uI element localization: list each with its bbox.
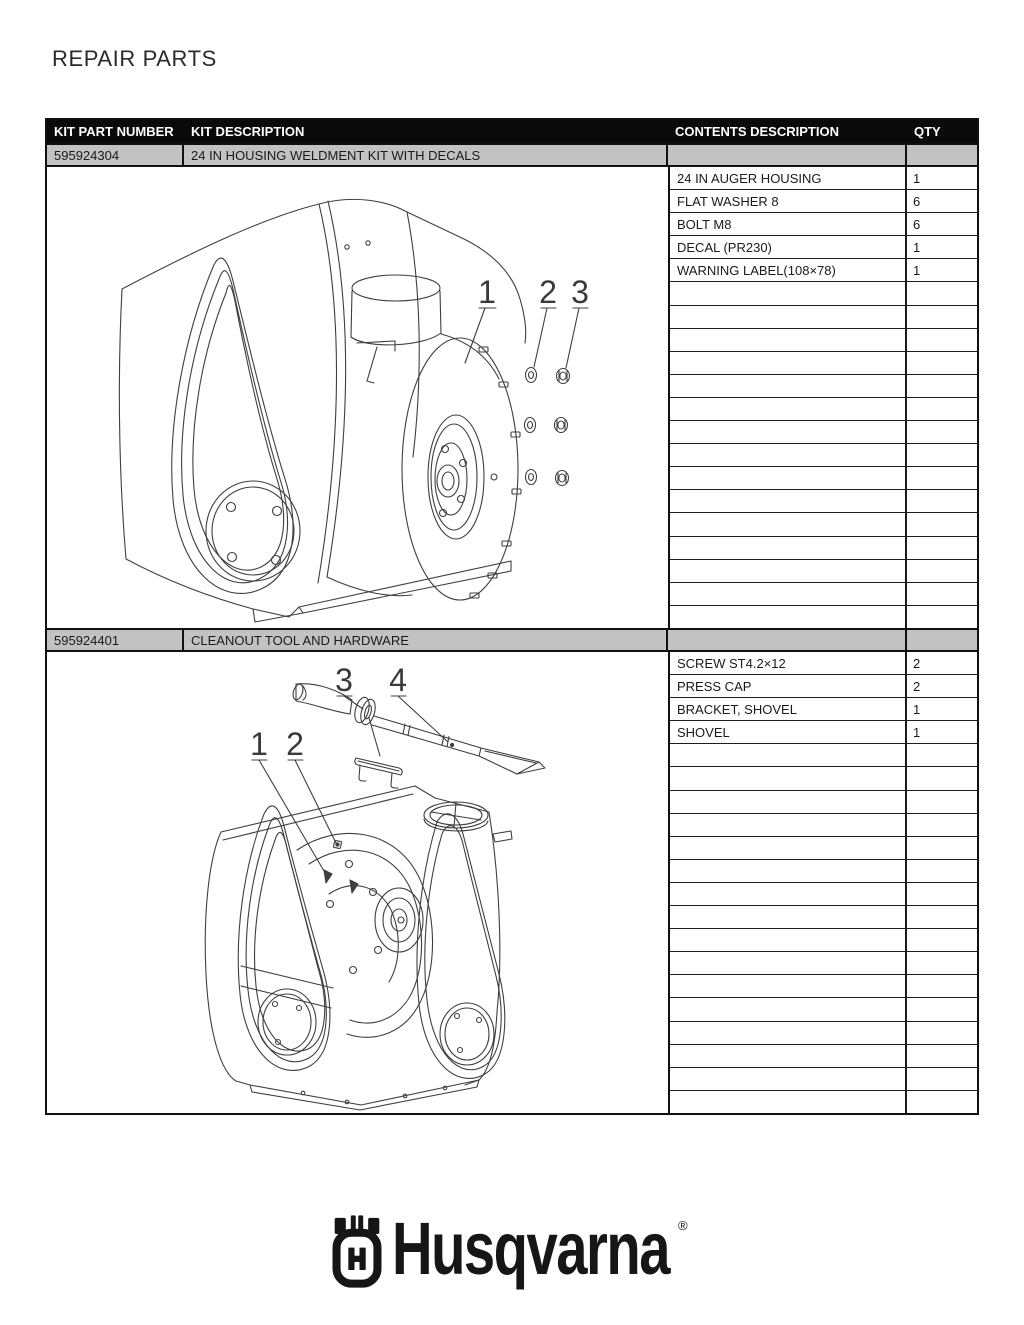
kit-qty-spacer-cell [907, 145, 977, 165]
contents-description-cell [670, 398, 907, 420]
qty-cell [907, 1045, 977, 1067]
qty-cell [907, 282, 977, 304]
qty-cell [907, 860, 977, 882]
kit-contents-spacer-cell [668, 145, 907, 165]
qty-cell [907, 606, 977, 628]
qty-cell: 6 [913, 193, 921, 209]
qty-cell [907, 490, 977, 512]
qty-cell [907, 329, 977, 351]
contents-row [670, 236, 977, 259]
contents-description-cell [670, 490, 907, 512]
kit-section [47, 652, 977, 1113]
qty-cell [907, 444, 977, 466]
qty-cell [907, 398, 977, 420]
callout-1-label: 1 [250, 726, 268, 762]
qty-cell [907, 1022, 977, 1044]
contents-description-cell [670, 906, 907, 928]
qty-cell [907, 537, 977, 559]
contents-description-cell [670, 1091, 907, 1113]
contents-description-cell [670, 583, 907, 605]
contents-description-cell [670, 952, 907, 974]
callout-2-label: 2 [286, 726, 304, 762]
contents-row-empty [670, 1045, 977, 1068]
qty-cell [907, 814, 977, 836]
husqvarna-wordmark: Husqvarna [392, 1207, 669, 1290]
registered-trademark-symbol: ® [678, 1218, 688, 1233]
kit-section [47, 167, 977, 628]
contents-description-cell [670, 744, 907, 766]
qty-cell: 1 [913, 701, 921, 717]
qty-cell [907, 837, 977, 859]
callout-1-label: 1 [478, 274, 496, 310]
contents-description-cell [670, 606, 907, 628]
contents-description-cell: SCREW ST4.2×12 [670, 652, 907, 674]
contents-row [670, 167, 977, 190]
qty-cell: 1 [913, 262, 921, 278]
kit-row [47, 143, 977, 167]
contents-description-cell [670, 560, 907, 582]
contents-row-empty [670, 883, 977, 906]
contents-row-empty [670, 282, 977, 305]
contents-list [668, 167, 977, 628]
qty-cell [907, 929, 977, 951]
contents-row-empty [670, 1091, 977, 1113]
qty-cell [907, 306, 977, 328]
qty-cell [907, 767, 977, 789]
contents-description-cell [670, 975, 907, 997]
contents-description-cell [670, 814, 907, 836]
qty-cell [907, 883, 977, 905]
callout-3-label: 3 [571, 274, 589, 310]
husqvarna-logo [326, 1207, 706, 1300]
contents-description-cell [670, 375, 907, 397]
kit-contents-spacer-cell [668, 630, 907, 650]
contents-row [670, 259, 977, 282]
contents-row-empty [670, 467, 977, 490]
auger-housing-weldment-diagram [47, 167, 668, 628]
contents-description-cell [670, 421, 907, 443]
contents-list [668, 652, 977, 1113]
drawing-cell [47, 652, 668, 1113]
contents-description-cell [670, 883, 907, 905]
contents-row-empty [670, 421, 977, 444]
contents-row-empty [670, 814, 977, 837]
qty-cell [907, 952, 977, 974]
contents-row-empty [670, 837, 977, 860]
table-header-row [47, 120, 977, 143]
qty-cell [907, 513, 977, 535]
contents-description-cell [670, 860, 907, 882]
contents-description-cell [670, 1068, 907, 1090]
qty-cell [907, 906, 977, 928]
contents-description-cell [670, 467, 907, 489]
contents-row-empty [670, 306, 977, 329]
contents-description-cell [670, 1045, 907, 1067]
qty-cell [907, 998, 977, 1020]
qty-cell: 1 [913, 239, 921, 255]
contents-description-cell [670, 352, 907, 374]
contents-row-empty [670, 329, 977, 352]
contents-description-cell [670, 444, 907, 466]
contents-row-empty [670, 537, 977, 560]
qty-cell: 1 [913, 724, 921, 740]
contents-row-empty [670, 444, 977, 467]
qty-cell [907, 791, 977, 813]
contents-description-cell [670, 329, 907, 351]
contents-description-cell: FLAT WASHER 8 [670, 190, 907, 212]
contents-row [670, 190, 977, 213]
contents-row-empty [670, 791, 977, 814]
contents-row-empty [670, 744, 977, 767]
header-cell-contents-description: CONTENTS DESCRIPTION [675, 124, 839, 139]
contents-description-cell: SHOVEL [670, 721, 907, 743]
header-cell-kit-part-number: KIT PART NUMBER [54, 124, 174, 139]
qty-cell [907, 560, 977, 582]
page-title: REPAIR PARTS [52, 46, 217, 71]
drawing-cell [47, 167, 668, 628]
kit-part-number-cell: 595924401 [47, 630, 184, 650]
repair-parts-table [45, 118, 979, 1115]
qty-cell [907, 375, 977, 397]
qty-cell [907, 421, 977, 443]
contents-row-empty [670, 929, 977, 952]
contents-description-cell [670, 929, 907, 951]
contents-row-empty [670, 860, 977, 883]
contents-row-empty [670, 906, 977, 929]
contents-row-empty [670, 398, 977, 421]
contents-row-empty [670, 1068, 977, 1091]
contents-row-empty [670, 490, 977, 513]
qty-cell [907, 352, 977, 374]
husqvarna-crown-icon [326, 1214, 388, 1290]
contents-row [670, 698, 977, 721]
contents-description-cell [670, 767, 907, 789]
qty-cell: 2 [913, 678, 921, 694]
contents-description-cell [670, 306, 907, 328]
kit-description-cell: 24 IN HOUSING WELDMENT KIT WITH DECALS [184, 145, 668, 165]
contents-row-empty [670, 998, 977, 1021]
callout-4-label: 4 [389, 662, 407, 698]
contents-row [670, 213, 977, 236]
qty-cell: 1 [913, 170, 921, 186]
contents-description-cell [670, 837, 907, 859]
contents-row-empty [670, 1022, 977, 1045]
qty-cell [907, 744, 977, 766]
contents-description-cell [670, 513, 907, 535]
contents-row-empty [670, 560, 977, 583]
contents-row-empty [670, 352, 977, 375]
contents-row-empty [670, 375, 977, 398]
contents-description-cell: BOLT M8 [670, 213, 907, 235]
qty-cell [907, 975, 977, 997]
qty-cell [907, 583, 977, 605]
contents-row-empty [670, 513, 977, 536]
qty-cell [907, 1068, 977, 1090]
contents-row-empty [670, 583, 977, 606]
cleanout-tool-diagram [47, 652, 668, 1113]
contents-row-empty [670, 606, 977, 628]
contents-description-cell: WARNING LABEL(108×78) [670, 259, 907, 281]
contents-row [670, 675, 977, 698]
contents-description-cell: PRESS CAP [670, 675, 907, 697]
contents-row-empty [670, 767, 977, 790]
contents-description-cell [670, 282, 907, 304]
header-cell-kit-description: KIT DESCRIPTION [191, 124, 305, 139]
callout-3-label: 3 [335, 662, 353, 698]
contents-row-empty [670, 952, 977, 975]
contents-description-cell [670, 1022, 907, 1044]
qty-cell [907, 467, 977, 489]
contents-row [670, 652, 977, 675]
contents-description-cell [670, 537, 907, 559]
qty-cell: 6 [913, 216, 921, 232]
contents-row [670, 721, 977, 744]
contents-description-cell [670, 998, 907, 1020]
contents-description-cell: DECAL (PR230) [670, 236, 907, 258]
contents-description-cell: BRACKET, SHOVEL [670, 698, 907, 720]
header-cell-qty: QTY [914, 124, 941, 139]
qty-cell [907, 1091, 977, 1113]
contents-description-cell: 24 IN AUGER HOUSING [670, 167, 907, 189]
kit-part-number-cell: 595924304 [47, 145, 184, 165]
callout-2-label: 2 [539, 274, 557, 310]
contents-row-empty [670, 975, 977, 998]
kit-row [47, 628, 977, 652]
kit-description-cell: CLEANOUT TOOL AND HARDWARE [184, 630, 668, 650]
qty-cell: 2 [913, 655, 921, 671]
kit-qty-spacer-cell [907, 630, 977, 650]
contents-description-cell [670, 791, 907, 813]
